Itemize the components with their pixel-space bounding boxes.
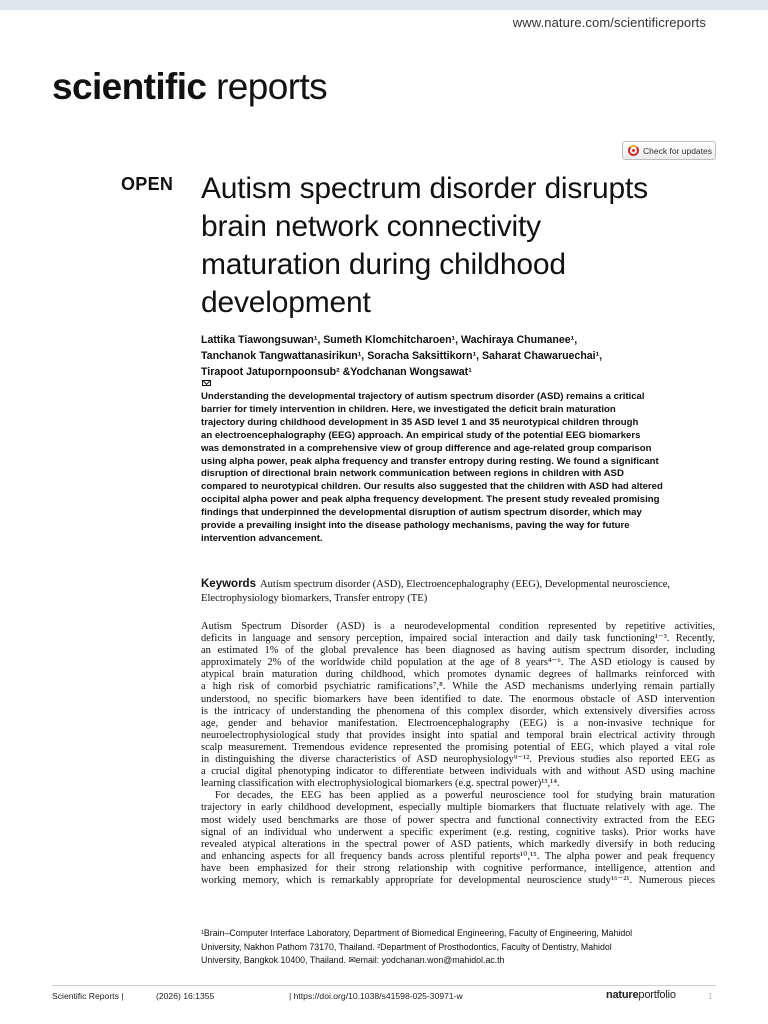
logo-bold-text: scientific bbox=[52, 66, 207, 107]
body-line: have been emphasized for their strong relationship with cognitive performance, intelligence, attention and bbox=[201, 862, 715, 874]
author-line[interactable]: Tanchanok Tangwattanasirikun¹, Soracha Saksittikorn¹, Saharat Chawaruechai¹, bbox=[201, 350, 603, 362]
abstract-line: barrier for timely intervention in children. Here, we investigated the deficit brain maturation bbox=[201, 403, 616, 415]
abstract-line: disruption of directional brain network communication between regions in children with ASD bbox=[201, 468, 624, 480]
title-line: brain network connectivity bbox=[201, 210, 541, 243]
body-line: learning classification with electrophysiological biomarkers (e.g. spectral power)¹³,¹⁴. bbox=[201, 778, 560, 790]
body-line: Autism Spectrum Disorder (ASD) is a neurodevelopmental condition represented by repetitive activities, bbox=[201, 621, 715, 632]
body-line: For decades, the EEG has been applied as a powerful neuroscience tool for studying brain maturation bbox=[215, 790, 715, 802]
nature-portfolio-logo[interactable] bbox=[606, 989, 676, 1001]
keywords-section bbox=[201, 577, 721, 606]
body-line: understood, no specific biomarkers have been identified to date. The enormous obstacle of ASD intervention bbox=[201, 693, 715, 705]
footer-journal: Scientific Reports | bbox=[52, 991, 124, 1001]
keywords-text: Autism spectrum disorder (ASD), Electroencephalography (EEG), Developmental neuroscience, bbox=[259, 579, 671, 590]
body-line: in distinguishing the diverse characteristics of ASD neurophysiology⁹⁻¹². Previous studies also reported EEG as bbox=[201, 754, 715, 766]
open-access-badge: OPEN bbox=[121, 174, 174, 194]
body-line: an estimated 1% of the global prevalence has been diagnosed as having autism spectrum disorder, including bbox=[201, 645, 715, 657]
body-line: most widely used benchmarks are those of power spectra and functional connectivity extracted from the EEG bbox=[201, 814, 715, 826]
body-line: trajectory in early childhood development, especially multiple biomarkers that fluctuate relatively with age. The bbox=[201, 802, 715, 814]
body-line: is the intricacy of understanding the phenomena of this complex disorder, which extensively diversifies across bbox=[201, 705, 715, 717]
body-line: deficits in language and sensory perception, impaired social interaction and daily task functioning¹⁻³. Recently, bbox=[201, 633, 715, 645]
affiliations bbox=[201, 927, 715, 968]
affiliation-line: ¹Brain–Computer Interface Laboratory, Department of Biomedical Engineering, Faculty of Engineering, Mahidol bbox=[201, 928, 633, 938]
body-line: age, gender and behavior manifestation. Electroencephalography (EEG) is a non-invasive technique for bbox=[201, 717, 715, 729]
keywords-line bbox=[201, 577, 721, 592]
body-line: revealed atypical alterations in the spectral power of ASD patients, which markedly diversify in both reducing bbox=[201, 838, 715, 850]
check-for-updates-label: Check for updates bbox=[643, 145, 712, 156]
author-line[interactable]: Lattika Tiawongsuwan¹, Sumeth Klomchitcharoen¹, Wachiraya Chumanee¹, bbox=[201, 334, 578, 346]
body-line: scalp measurement. Tremendous evidence represented the promising potential of EEG, which played a vital role bbox=[201, 741, 715, 753]
author-line-text: Tirapoot Jatupornpoonsub² &Yodchanan Wongsawat¹ bbox=[201, 366, 472, 378]
body-line: signal of an individual who underwent a specific experiment (e.g. resting, cognitive tasks). Prior works have bbox=[201, 826, 715, 838]
footer-divider bbox=[52, 985, 716, 986]
abstract-line: findings that underpinned the developmental disruption of autism spectrum disorder, which may bbox=[201, 507, 642, 519]
abstract-line: an electroencephalography (EEG) approach. An empirical study of the potential EEG biomarkers bbox=[201, 429, 641, 441]
abstract-line: provide a prevailing insight into the disease pathology mechanisms, paving the way for future bbox=[201, 520, 630, 532]
title-line: development bbox=[201, 286, 371, 319]
abstract-line: using alpha power, peak alpha frequency and transfer entropy during resting. We found a significant bbox=[201, 455, 659, 467]
footer-volume: (2026) 16:1355 bbox=[156, 991, 215, 1001]
author-list bbox=[201, 332, 721, 386]
body-line: a crucial digital phenotyping indicator to differentiate between individuals with and without ASD using machine bbox=[201, 766, 715, 778]
check-for-updates-button[interactable] bbox=[622, 141, 716, 160]
body-line: neuroelectrophysiological study that provides insight into spatial and temporal brain electrical activity through bbox=[201, 729, 715, 741]
article-title bbox=[201, 170, 721, 322]
abstract-line: intervention advancement. bbox=[201, 532, 323, 544]
crossmark-icon bbox=[628, 145, 639, 156]
affiliation-line[interactable]: University, Bangkok 10400, Thailand. ✉email: yodchanan.won@mahidol.ac.th bbox=[201, 955, 505, 965]
abstract-line: trajectory during childhood development in 35 ASD level 1 and 35 neurotypical children through bbox=[201, 416, 639, 428]
body-line: working memory, which is remarkably appropriate for developmental neuroscience study¹⁶⁻²¹. Numerous pieces bbox=[201, 874, 715, 886]
body-line: approximately 2% of the worldwide child population at the age of 8 years⁴⁻⁶. The ASD etiology is caused by bbox=[201, 657, 715, 669]
logo-light-text: reports bbox=[206, 66, 328, 107]
affiliation-line: University, Nakhon Pathom 73170, Thailand. ²Department of Prosthodontics, Faculty of Dentistry, Mahidol bbox=[201, 941, 612, 952]
body-line: and enhancing aspects for all frequency bands across plentiful reports¹⁰,¹⁵. The alpha power and peak frequency bbox=[201, 850, 715, 862]
title-line: Autism spectrum disorder disrupts bbox=[201, 172, 648, 205]
email-icon[interactable] bbox=[202, 380, 211, 386]
brand-light: portfolio bbox=[638, 989, 676, 1001]
body-line: atypical brain maturation during childhood, which promotes dynamic degrees of hallmarks reinforced with bbox=[201, 669, 715, 681]
top-color-bar bbox=[0, 0, 768, 10]
footer-doi-link[interactable]: | https://doi.org/10.1038/s41598-025-30971-w bbox=[289, 991, 463, 1001]
author-line[interactable] bbox=[201, 364, 721, 386]
page-number: 1 bbox=[708, 991, 713, 1001]
keywords-label: Keywords bbox=[201, 578, 256, 590]
journal-logo[interactable] bbox=[52, 66, 327, 108]
abstract-line: Understanding the developmental trajectory of autism spectrum disorder (ASD) remains a critical bbox=[201, 391, 645, 402]
journal-url[interactable]: www.nature.com/scientificreports bbox=[512, 15, 706, 30]
abstract-line: occipital alpha power and peak alpha frequency development. The present study revealed promising bbox=[201, 494, 660, 506]
abstract-line: compared to neurotypical children. Our results also suggested that the children with ASD had altered bbox=[201, 481, 663, 493]
keywords-line: Electrophysiology biomarkers, Transfer entropy (TE) bbox=[201, 593, 428, 604]
body-text bbox=[201, 621, 715, 887]
title-line: maturation during childhood bbox=[201, 248, 566, 281]
abstract bbox=[201, 391, 721, 546]
brand-bold: nature bbox=[606, 989, 639, 1001]
abstract-line: was demonstrated in a comprehensive view of group difference and age-related group comparison bbox=[201, 442, 652, 454]
body-line: a high risk of comorbid psychiatric ramifications⁷,⁸. While the ASD mechanisms underlying remain partially bbox=[201, 681, 715, 693]
